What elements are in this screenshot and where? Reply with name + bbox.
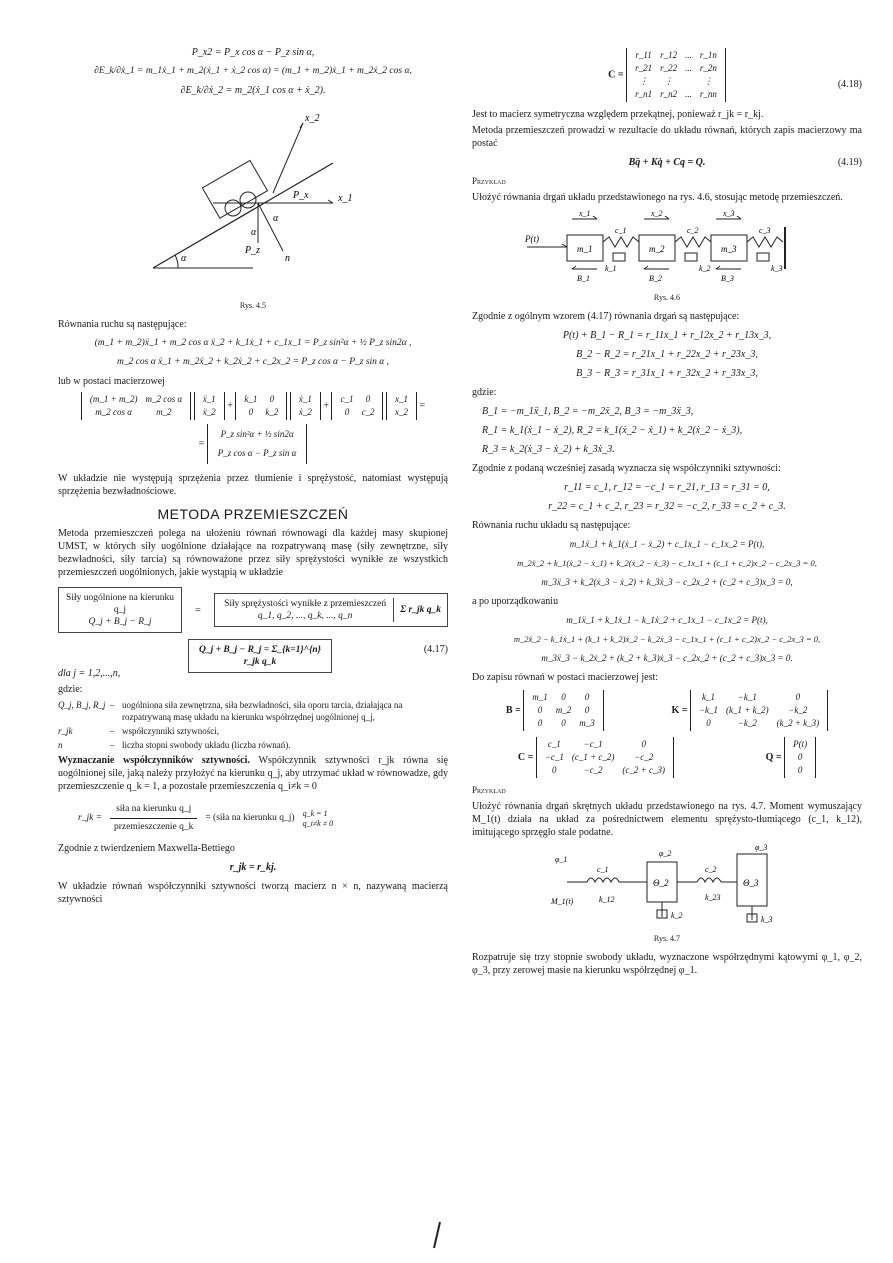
fig46-label: c_2 <box>687 226 699 235</box>
stiffness-matrix: c_1 0 0 c_2 <box>331 392 383 420</box>
equation: B_3 − R_3 = r_31x_1 + r_32x_2 + r_33x_3, <box>576 368 758 379</box>
three-mass-system-diagram <box>517 207 817 285</box>
damping-matrix: k_1 0 0 k_2 <box>235 392 287 420</box>
matrices-bk: B = m_1 0 0 0 m_2 0 0 0 m_3 K = k_1 −k_1 0 −k_1 (k_1 + k_2) −k_2 0 −k_2 (k_2 + k_3) <box>472 690 862 731</box>
paragraph: Zgodnie z ogólnym wzorem (4.17) równania drgań są następujące: <box>472 311 740 322</box>
fig47-label: φ_1 <box>555 855 568 864</box>
definition: Q_j, B_j, R_j – uogólniona siła zewnętrzna, siła bezwładności, siła oporu tarcia, działająca na rozpatrywaną masę układu na kierunku współrzędnej uogólnionej q_j, <box>58 700 403 722</box>
paragraph: Jest to macierz symetryczna względem przekątnej, ponieważ r_jk = r_kj. <box>472 109 764 120</box>
fig46-label: B_3 <box>721 274 734 283</box>
figure-4-6 <box>472 207 862 304</box>
fig46-label: P(t) <box>525 234 539 244</box>
paragraph: Równania ruchu układu są następujące: <box>472 520 631 531</box>
fig46-label: k_1 <box>605 264 617 273</box>
paragraph: W układzie równań współczynniki sztywności tworzą macierz n × n, nazywaną macierzą sztywności <box>58 881 448 905</box>
figure-caption: Rys. 4.7 <box>653 934 681 943</box>
paragraph: Do zapisu równań w postaci macierzowej jest: <box>472 672 659 683</box>
pen-mark-icon <box>430 1220 444 1250</box>
fig47-label: M_1(t) <box>551 897 574 906</box>
fig47-label: φ_2 <box>659 849 672 858</box>
fig46-label: x_2 <box>651 209 663 218</box>
fig46-label: B_2 <box>649 274 662 283</box>
definition: r_jk – współczynniki sztywności, <box>58 726 219 736</box>
matrix-c: c_1 −c_1 0 −c_1 (c_1 + c_2) −c_2 0 −c_2 (c_2 + c_3) <box>536 737 674 778</box>
fig46-label: k_3 <box>771 264 783 273</box>
equation: P(t) + B_1 − R_1 = r_11x_1 + r_12x_2 + r_13x_3, <box>562 330 772 341</box>
fig47-label: k_2 <box>671 911 683 920</box>
paragraph: Metoda przemieszczeń polega na ułożeniu równań równowagi dla każdej masy skupionej UMST, w których siły uogólnione działające na rozpatrywaną masę (siły zewnętrzne, siły bezwładności, siły tarcia) są równoważone przez siły sprężystości wynikłe ze wszystkich przemieszczeń uogólnionych, jakie wystąpią w układzie <box>58 528 448 578</box>
fig47-label: Θ_3 <box>743 878 759 888</box>
example-label: Przykład <box>472 785 506 795</box>
fig45-label: P_z <box>245 245 260 256</box>
figure-caption: Rys. 4.6 <box>653 293 681 302</box>
equation: r_11 = c_1, r_12 = −c_1 = r_21, r_13 = r_31 = 0, <box>564 482 770 493</box>
fig46-label: c_3 <box>759 226 771 235</box>
matrix-k: k_1 −k_1 0 −k_1 (k_1 + k_2) −k_2 0 −k_2 (k_2 + k_3) <box>690 690 828 731</box>
paragraph: W układzie nie występują sprzężenia przez tłumienie i sprężystość, natomiast występują sprzężenia bezwładnościowe. <box>58 473 448 497</box>
equation: r_jk = r_kj. <box>229 862 277 873</box>
equation: m_3ẍ_3 + k_2(ẋ_3 − ẋ_2) + k_3ẋ_3 − c_2x_2 + (c_2 + c_3)x_3 = 0, <box>541 577 793 587</box>
box-diagram <box>58 587 448 633</box>
definition: n – liczba stopni swobody układu (liczba równań). <box>58 740 291 750</box>
fig45-label: α <box>251 227 257 238</box>
right-column <box>472 40 862 980</box>
equation: r_22 = c_1 + c_2, r_23 = r_32 = −c_2, r_33 = c_2 + c_3. <box>548 501 786 512</box>
matrix-equation: (m_1 + m_2) m_2 cos α m_2 cos α m_2 ẍ_1 ẍ_2 + k_1 0 0 k_2 ẋ_1 ẋ_2 + c_1 0 0 c_2 x_1 x_2 = <box>58 392 448 420</box>
vector: ẋ_1 ẋ_2 <box>290 392 321 420</box>
equation: m_2 cos α ẍ_1 + m_2ẍ_2 + k_2ẋ_2 + c_2x_2 = P_z cos α − P_z sin α , <box>116 357 390 367</box>
equation: (m_1 + m_2)ẍ_1 + m_2 cos α ẍ_2 + k_1ẋ_1 + c_1x_1 = P_z sin²α + ½ P_z sin2α , <box>94 338 412 348</box>
equation: P_x2 = P_x cos α − P_z sin α, <box>191 47 315 58</box>
paragraph: Metoda przemieszczeń prowadzi w rezultacie do układu równań, których zapis macierzowy ma postać <box>472 125 862 149</box>
fig47-label: k_23 <box>705 893 721 902</box>
fig45-label: x_2 <box>305 113 320 124</box>
equation-4-19: Bq̈ + Kq̇ + Cq = Q. (4.19) <box>628 157 862 168</box>
paragraph: a po uporządkowaniu <box>472 596 559 607</box>
section-heading: METODA PRZEMIESZCZEŃ <box>157 506 349 522</box>
fig47-label: Θ_2 <box>653 878 669 888</box>
fig46-label: m_2 <box>649 244 665 254</box>
inclined-plane-diagram <box>133 103 373 293</box>
paragraph: Równania ruchu są następujące: <box>58 319 187 330</box>
fig46-label: m_3 <box>721 244 737 254</box>
paragraph: Ułożyć równania drgań skrętnych układu przedstawionego na rys. 4.7. Moment wymuszający M_1(t) działa na układ za pośrednictwem elementu sprężysto-tłumiącego (c_1, k_12), imitującego sprzęgło stale podatne. <box>472 801 862 838</box>
fig47-label: φ_3 <box>755 843 768 852</box>
equation: ∂E_k/∂ẋ_1 = m_1ẋ_1 + m_2(ẋ_1 + ẋ_2 cos α) = (m_1 + m_2)ẋ_1 + m_2ẋ_2 cos α, <box>94 66 412 76</box>
fig46-label: B_1 <box>577 274 590 283</box>
equation: ∂E_k/∂ẋ_2 = m_2(ẋ_1 cos α + ẋ_2). <box>180 85 326 96</box>
paragraph: Zgodnie z podaną wcześniej zasadą wyznacza się współczynniki sztywności: <box>472 463 781 474</box>
fig46-label: x_1 <box>579 209 591 218</box>
rhs-vector: P_z sin²α + ½ sin2α P_z cos α − P_z sin α <box>207 424 308 464</box>
paragraph: gdzie: <box>472 387 497 398</box>
matrix-b: m_1 0 0 0 m_2 0 0 0 m_3 <box>523 690 604 731</box>
fig45-label: x_1 <box>338 193 353 204</box>
figure-4-7 <box>472 842 862 945</box>
fig46-label: c_1 <box>615 226 627 235</box>
equation: m_3ẍ_3 − k_2ẋ_2 + (k_2 + k_3)ẋ_3 − c_2x_2 + (c_2 + c_3)x_3 = 0. <box>541 653 793 663</box>
figure-4-5 <box>58 103 448 312</box>
matrix-q: P(t) 0 0 <box>784 737 816 778</box>
equation: B_2 − R_2 = r_21x_1 + r_22x_2 + r_23x_3, <box>576 349 758 360</box>
fig45-label: α <box>181 253 187 264</box>
rjk-formula: r_jk = siła na kierunku q_j przemieszczenie q_k = (siła na kierunku q_j) q_k = 1 q_i≠k ≠ 0 <box>78 804 334 832</box>
paragraph: Ułożyć równania drgań układu przedstawionego na rys. 4.6, stosując metodę przemieszczeń. <box>472 192 843 203</box>
paragraph: Wyznaczanie współczynników sztywności. Współczynnik sztywności r_jk równa się uogólnionej sile, jaką należy przyłożyć na kierunku q_j, aby utrzymać układ w równowadze, gdy przemieszczenie q_k = 1, a pozostałe przemieszczenia q_i≠k = 0 <box>58 755 448 792</box>
left-column <box>58 40 448 909</box>
matrices-cq: C = c_1 −c_1 0 −c_1 (c_1 + c_2) −c_2 0 −c_2 (c_2 + c_3) Q = P(t) 0 0 <box>472 737 862 778</box>
paragraph: Zgodnie z twierdzeniem Maxwella-Bettiego <box>58 843 235 854</box>
vector: ẍ_1 ẍ_2 <box>194 392 225 420</box>
equation-4-18: C = r_11 r_12 ... r_1n r_21 r_22 ... r_2n ⋮ ⋮ ⋮ r_n1 r_n2 ... r_nn (4.18) <box>472 48 862 102</box>
vector: x_1 x_2 <box>386 392 417 420</box>
fig46-label: k_2 <box>699 264 711 273</box>
figure-caption: Rys. 4.5 <box>239 301 267 310</box>
fig46-label: m_1 <box>577 244 593 254</box>
equation-4-17: Q_j + B_j − R_j = Σ_{k=1}^{n} r_jk q_k (4.17) <box>58 639 448 661</box>
equation: m_2ẍ_2 − k_1ẋ_1 + (k_1 + k_2)ẋ_2 − k_2ẋ_3 − c_1x_1 + (c_1 + c_2)x_2 − c_2x_3 = 0, <box>513 634 821 644</box>
equation: m_1ẍ_1 + k_1(ẋ_1 − ẋ_2) + c_1x_1 − c_1x_2 = P(t), <box>569 539 765 549</box>
equation: B_1 = −m_1ẍ_1, B_2 = −m_2ẍ_2, B_3 = −m_3ẍ_3, <box>482 406 694 417</box>
paragraph: lub w postaci macierzowej <box>58 376 165 387</box>
equation: m_1ẍ_1 + k_1ẋ_1 − k_1ẋ_2 + c_1x_1 − c_1x_2 = P(t), <box>566 615 768 625</box>
stiffness-matrix-general: r_11 r_12 ... r_1n r_21 r_22 ... r_2n ⋮ ⋮ ⋮ r_n1 r_n2 ... r_nn <box>626 48 726 102</box>
mass-matrix: (m_1 + m_2) m_2 cos α m_2 cos α m_2 <box>81 392 191 420</box>
paragraph: gdzie: <box>58 684 83 695</box>
fig47-label: k_3 <box>761 915 773 924</box>
fig45-label: α <box>273 213 279 224</box>
equation: m_2ẍ_2 + k_1(ẋ_2 − ẋ_1) + k_2(ẋ_2 − ẋ_3) − c_1x_1 + (c_1 + c_2)x_2 − c_2x_3 = 0, <box>517 558 817 568</box>
box-left: Siły uogólnione na kierunku q_j Q_j + B_j − R_j <box>58 587 182 633</box>
paragraph: dla j = 1,2,...,n, <box>58 668 121 679</box>
rhs-vector-row: = P_z sin²α + ½ sin2α P_z cos α − P_z sin α <box>58 424 448 464</box>
example-label: Przykład <box>472 176 506 186</box>
box-equals: = <box>195 604 201 616</box>
fig45-label: P_x <box>293 190 309 201</box>
equation: R_1 = k_1(ẋ_1 − ẋ_2), R_2 = k_1(ẋ_2 − ẋ_1) + k_2(ẋ_2 − ẋ_3), <box>482 425 743 436</box>
box-right: Siły sprężystości wynikłe z przemieszczeń q_1, q_2, ..., q_k, ..., q_n Σ r_jk q_k <box>214 593 448 627</box>
paragraph: Rozpatruje się trzy stopnie swobody układu, wyznaczone współrzędnymi kątowymi φ_1, φ_2, φ_3, przy zerowej masie na kierunku współrzędnej φ_1. <box>472 952 862 976</box>
fig45-label: n <box>285 253 290 264</box>
torsional-system-diagram <box>547 842 787 926</box>
fig47-label: k_12 <box>599 895 615 904</box>
fig46-label: x_3 <box>723 209 735 218</box>
fig47-label: c_1 <box>597 865 609 874</box>
fig47-label: c_2 <box>705 865 717 874</box>
equation: R_3 = k_2(ẋ_3 − ẋ_2) + k_3ẋ_3. <box>482 444 615 455</box>
